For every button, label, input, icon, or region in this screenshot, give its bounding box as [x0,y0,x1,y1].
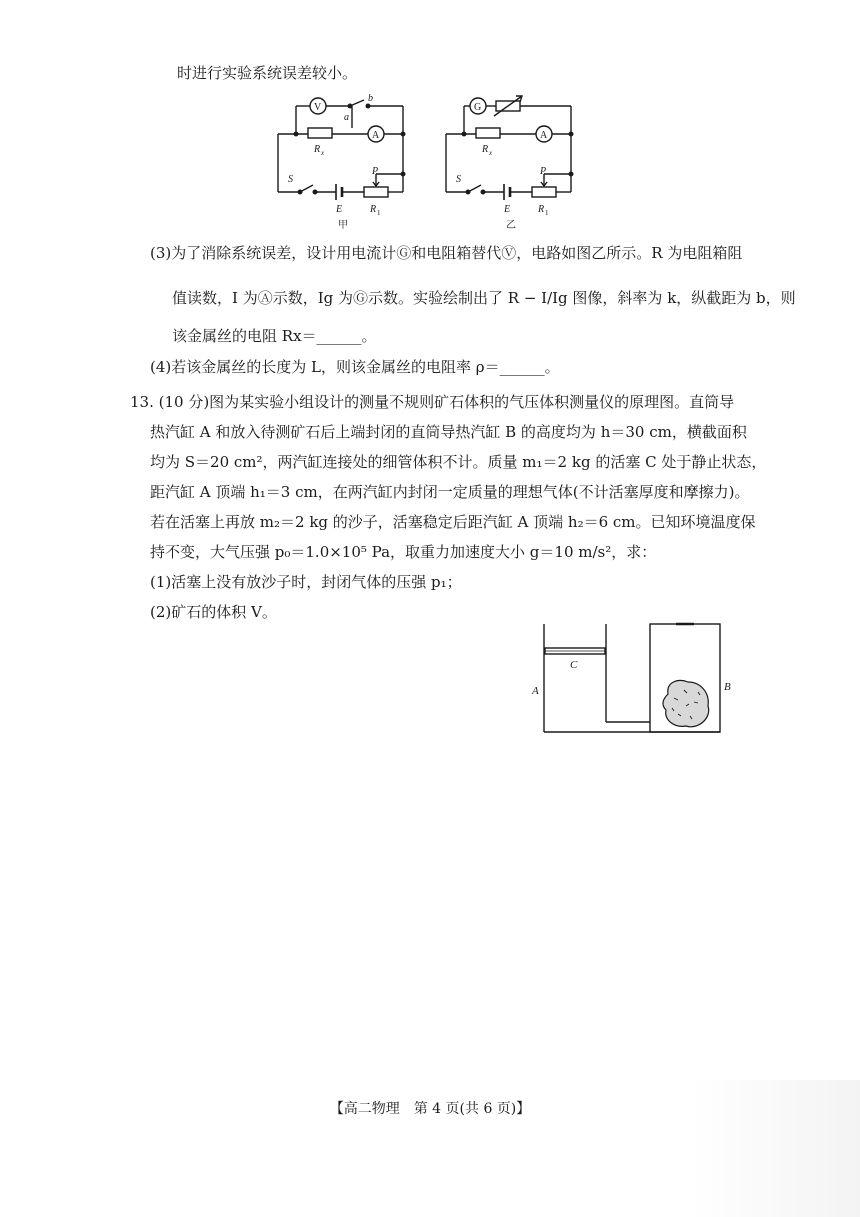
svg-text:1: 1 [545,209,549,217]
circuit-diagram-jia [268,92,428,232]
svg-text:b: b [368,93,373,104]
question-4-line: (4)若该金属丝的长度为 L，则该金属丝的电阻率 ρ＝______。 [150,358,560,376]
svg-text:C: C [570,659,578,671]
cylinder-apparatus-diagram [528,618,748,738]
svg-text:乙: 乙 [506,220,516,231]
question-13-line-1: 13. (10 分)图为某实验小组设计的测量不规则矿石体积的气压体积测量仪的原理图。直筒导 [130,393,735,411]
rheostat-r1 [364,187,388,197]
continuation-text: 时进行实验系统误差较小。 [177,64,358,82]
svg-text:R: R [370,204,377,215]
svg-text:P: P [372,166,379,177]
question-3-line-2: 值读数，I 为Ⓐ示数，Ig 为Ⓖ示数。实验绘制出了 R − I/Ig 图像，斜率为 k，纵截距为 b，则 [172,289,796,307]
question-3-line-1: (3)为了消除系统误差，设计用电流计Ⓖ和电阻箱替代Ⓥ，电路如图乙所示。R 为电阻箱阻 [150,244,743,262]
svg-text:A: A [372,130,380,141]
svg-text:G: G [474,102,482,113]
svg-text:E: E [504,204,511,215]
svg-text:a: a [344,112,349,123]
ore-rock [663,681,709,727]
question-13-subquestion-1: (1)活塞上没有放沙子时，封闭气体的压强 p₁； [150,573,462,591]
question-13-line-5: 若在活塞上再放 m₂＝2 kg 的沙子，活塞稳定后距汽缸 A 顶端 h₂＝6 cm。已知环境温度保 [150,513,756,531]
svg-text:R: R [314,144,321,155]
rx-resistor [308,128,332,138]
svg-text:V: V [314,102,322,113]
svg-text:S: S [288,174,293,185]
question-13-line-2: 热汽缸 A 和放入待测矿石后上端封闭的直筒导热汽缸 B 的高度均为 h＝30 cm，横截面积 [150,423,747,441]
question-13-subquestion-2: (2)矿石的体积 V。 [150,603,277,621]
svg-text:R: R [482,144,489,155]
circuit-diagram-yi [436,92,596,232]
page-footer: 【高二物理 第 4 页(共 6 页)】 [329,1101,531,1117]
question-13-line-4: 距汽缸 A 顶端 h₁＝3 cm，在两汽缸内封闭一定质量的理想气体(不计活塞厚度和摩擦力)。 [150,483,750,501]
svg-text:R: R [538,204,545,215]
svg-text:S: S [456,174,461,185]
svg-text:A: A [540,130,548,141]
svg-text:E: E [336,204,343,215]
svg-text:B: B [724,681,731,693]
question-13-line-3: 均为 S＝20 cm²，两汽缸连接处的细管体积不计。质量 m₁＝2 kg 的活塞 C 处于静止状态， [150,453,767,471]
question-13-line-6: 持不变，大气压强 p₀＝1.0×10⁵ Pa，取重力加速度大小 g＝10 m/s²，求： [150,543,657,561]
rx-resistor [476,128,500,138]
svg-text:P: P [540,166,547,177]
svg-text:x: x [321,149,325,157]
rheostat-r1 [532,187,556,197]
svg-text:x: x [489,149,493,157]
question-3-line-3: 该金属丝的电阻 Rx＝______。 [172,327,377,345]
svg-text:1: 1 [377,209,381,217]
svg-text:A: A [532,685,539,697]
svg-text:甲: 甲 [338,220,348,231]
